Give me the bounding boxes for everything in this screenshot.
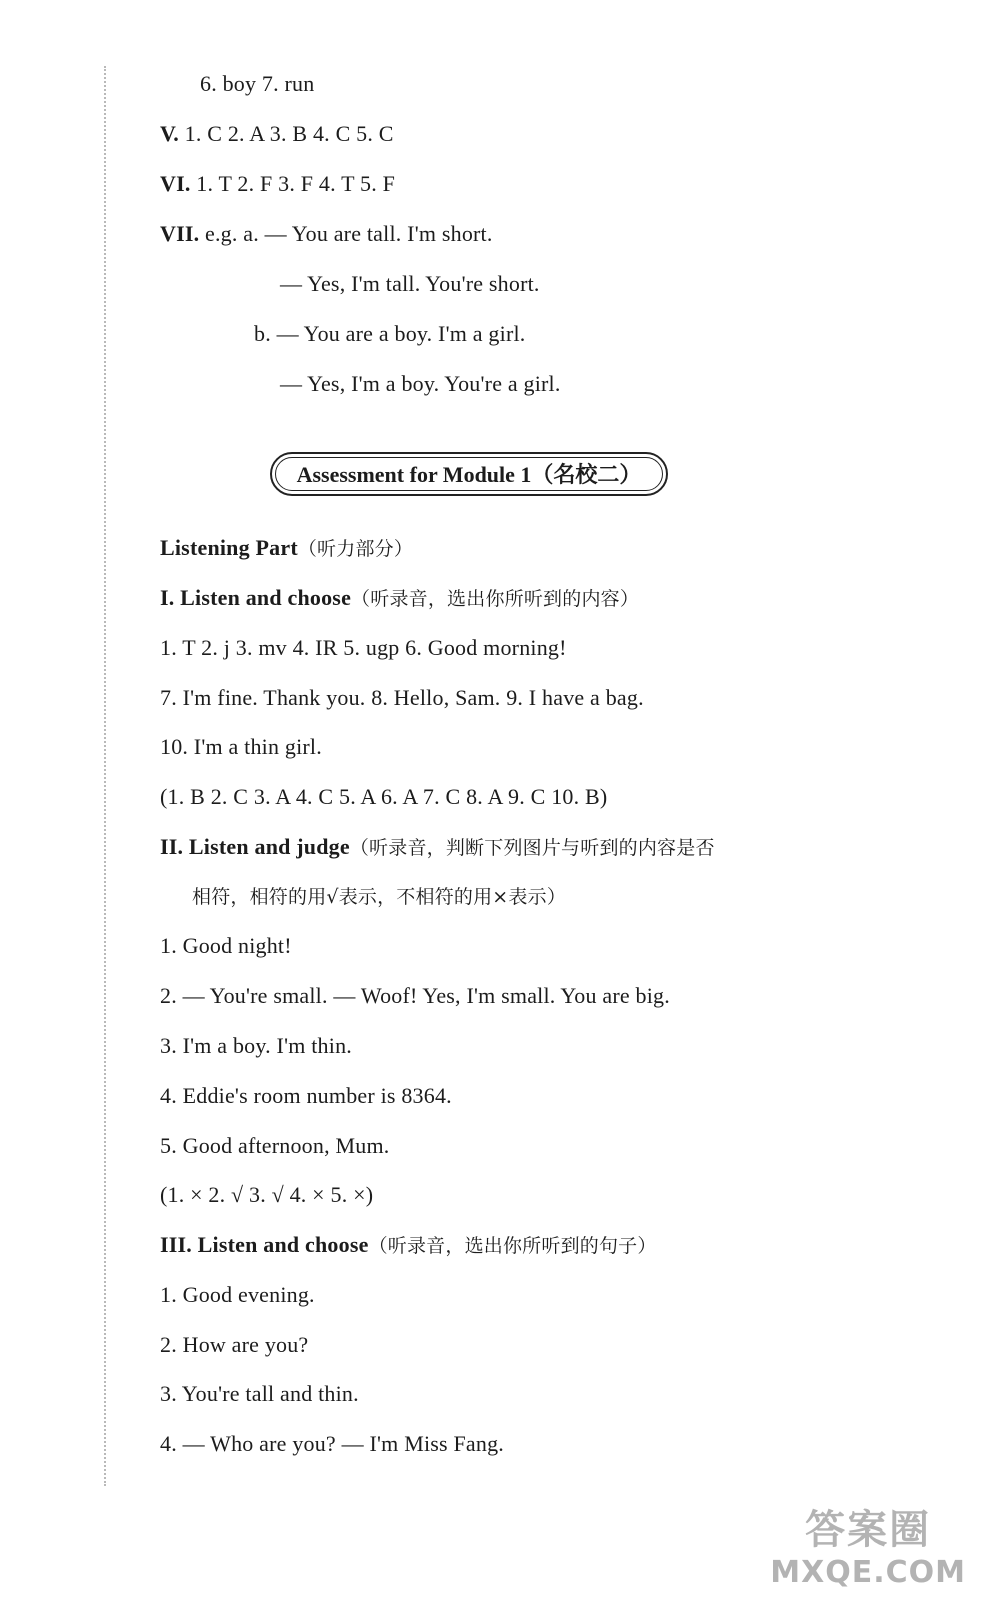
answer-line: 4. Eddie's room number is 8364. — [160, 1083, 452, 1108]
answer-line: 2. — You're small. — Woof! Yes, I'm small. You are big. — [160, 983, 670, 1008]
roman-label: VI. — [160, 171, 191, 196]
site-watermark — [770, 1498, 966, 1590]
section-title-cn-continued: 相符，相符的用√表示，不相符的用×表示） — [192, 886, 567, 908]
roman-label: V. — [160, 121, 179, 146]
answer-line: 3. I'm a boy. I'm thin. — [160, 1033, 352, 1058]
answer-text: 1. C 2. A 3. B 4. C 5. C — [184, 121, 394, 146]
answer-line: 6. boy 7. run — [200, 71, 315, 96]
section-title-en: I. Listen and choose — [160, 585, 352, 610]
section-title-en: II. Listen and judge — [160, 834, 350, 859]
listening-part-cn: （听力部分） — [297, 538, 414, 560]
answer-line-v — [160, 120, 394, 148]
assessment-heading: Assessment for Module 1（名校二） — [296, 462, 642, 487]
roman-label: VII. — [160, 221, 200, 246]
answer-line: 4. — Who are you? — I'm Miss Fang. — [160, 1431, 504, 1456]
listening-part-label — [160, 534, 413, 563]
section-title-cn: （听录音，选出你所听到的句子） — [368, 1235, 657, 1257]
answer-line: 1. T 2. j 3. mv 4. IR 5. ugp 6. Good morning! — [160, 635, 567, 660]
dialogue-line: — Yes, I'm a boy. You're a girl. — [280, 371, 561, 396]
answer-line: 1. Good evening. — [160, 1282, 315, 1307]
answer-line-vii — [160, 220, 493, 248]
answer-line: 10. I'm a thin girl. — [160, 734, 322, 759]
answer-line: 5. Good afternoon, Mum. — [160, 1133, 390, 1158]
assessment-heading-box — [270, 452, 668, 496]
answer-line: 3. You're tall and thin. — [160, 1381, 359, 1406]
answer-text: 1. T 2. F 3. F 4. T 5. F — [196, 171, 396, 196]
section-title-cn: （听录音，判断下列图片与听到的内容是否 — [349, 837, 715, 859]
section-title — [160, 584, 639, 613]
answer-line: 7. I'm fine. Thank you. 8. Hello, Sam. 9. I have a bag. — [160, 685, 644, 710]
binding-margin-line — [104, 66, 106, 1486]
section-title — [160, 1231, 657, 1260]
dialogue-line: — Yes, I'm tall. You're short. — [280, 271, 540, 296]
section-title-en: III. Listen and choose — [160, 1232, 369, 1257]
answer-key-line: (1. B 2. C 3. A 4. C 5. A 6. A 7. C 8. A 9. C 10. B) — [160, 784, 608, 809]
watermark-logo-text: 答案圈 — [805, 1507, 932, 1553]
answer-key-line: (1. × 2. √ 3. √ 4. × 5. ×) — [160, 1182, 374, 1207]
answer-line-vi — [160, 170, 395, 198]
answer-line: 2. How are you? — [160, 1332, 309, 1357]
section-title-cn: （听录音，选出你所听到的内容） — [351, 588, 640, 610]
answer-text: e.g. a. — You are tall. I'm short. — [205, 221, 493, 246]
dialogue-line: b. — You are a boy. I'm a girl. — [254, 321, 526, 346]
watermark-url: MXQE.COM — [770, 1555, 966, 1590]
section-title — [160, 833, 715, 862]
answer-line: 1. Good night! — [160, 933, 292, 958]
listening-part-en: Listening Part — [160, 535, 298, 560]
